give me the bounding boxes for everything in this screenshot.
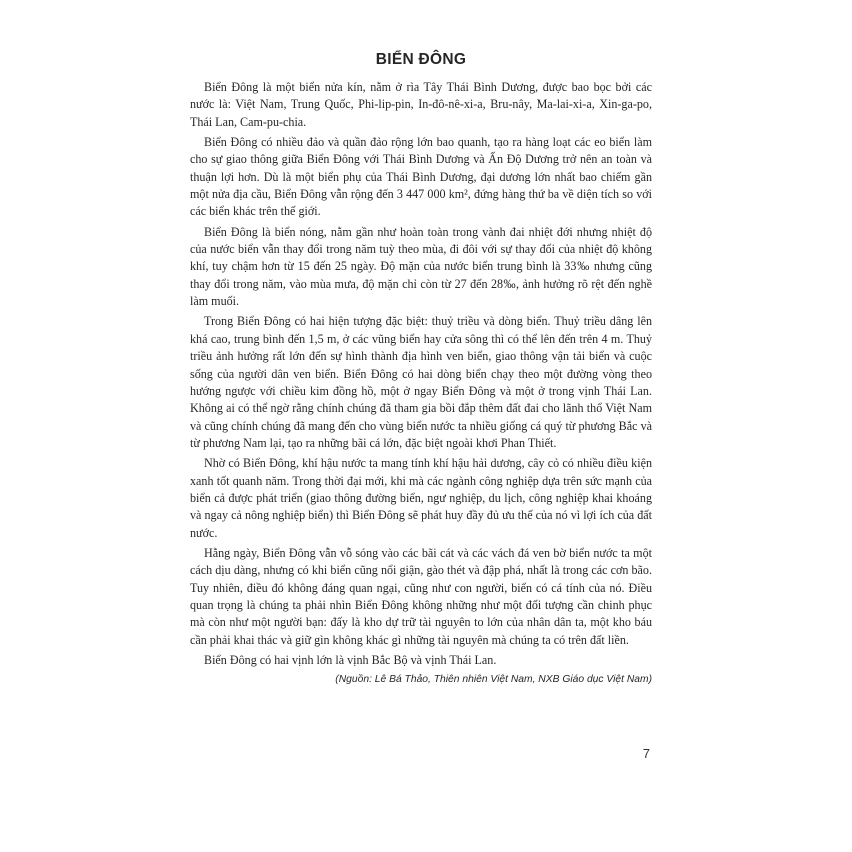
paragraph: Hằng ngày, Biển Đông vẫn vỗ sóng vào các bãi cát và các vách đá ven bờ biển nước ta một cách dịu dàng, nhưng có khi biển cũng nổi giận, gào thét và đập phá, nhất là trong các cơn bão. Tuy nhiên, điều đó không đáng quan ngại, cũng như con người, biển có cá tính của nó. Điều quan trọng là chúng ta phải nhìn Biển Đông không những như một đối tượng cần chinh phục mà còn như một người bạn: đấy là kho dự trữ tài nguyên to lớn của nhân dân ta, một kho báu cần phải khai thác và giữ gìn không khác gì những tài nguyên mà chúng ta có trên đất liền. [190,545,652,647]
article-body [190,79,652,669]
page-title: BIỂN ĐÔNG [375,51,467,68]
paragraph: Biển Đông có nhiều đảo và quần đảo rộng lớn bao quanh, tạo ra hàng loạt các eo biển làm cho sự giao thông giữa Biển Đông với Thái Bình Dương và Ấn Độ Dương trở nên an toàn và thuận lợi hơn. Dù là một biển phụ của Thái Bình Dương, đại dương lớn nhất bao chiếm gần một nửa địa cầu, Biển Đông vẫn rộng đến 3 447 000 km², đứng hàng thứ ba về diện tích so với các biển khác trên thế giới. [190,135,652,219]
paragraph: Biển Đông là một biển nửa kín, nằm ở rìa Tây Thái Bình Dương, được bao bọc bởi các nước là: Việt Nam, Trung Quốc, Phi-lip-pin, In-đô-nê-xi-a, Bru-nây, Ma-lai-xi-a, Xin-ga-po, Thái Lan, Cam-pu-chia. [190,80,652,129]
book-page [190,50,652,780]
paragraph: Biển Đông có hai vịnh lớn là vịnh Bắc Bộ và vịnh Thái Lan. [204,653,497,667]
paragraph: Biển Đông là biển nóng, nằm gần như hoàn toàn trong vành đai nhiệt đới nhưng nhiệt độ của nước biển vẫn thay đổi trong năm tuỳ theo mùa, đi đôi với sự thay đổi của nhiệt độ không khí, tuy chậm hơn từ 15 đến 25 ngày. Độ mặn của nước biển trung bình là 33‰ nhưng cũng thay đổi trong năm, vào mùa mưa, độ mặn chỉ còn từ 27 đến 28‰, ảnh hưởng rõ rệt đến nghề làm muối. [190,224,652,309]
paragraph: Nhờ có Biển Đông, khí hậu nước ta mang tính khí hậu hải dương, cây cỏ có nhiều điều kiện xanh tốt quanh năm. Trong thời đại mới, khi mà các ngành công nghiệp dựa trên sức mạnh của biển cả được phát triển (giao thông đường biển, ngư nghiệp, du lịch, công nghiệp khai khoáng và ngay cả nông nghiệp biển) thì Biển Đông sẽ phát huy đầy đủ ưu thế của nó vì lợi ích của đất nước. [190,456,652,540]
paragraph: Trong Biển Đông có hai hiện tượng đặc biệt: thuỷ triều và dòng biển. Thuỷ triều dâng lên khá cao, trung bình đến 1,5 m, ở các vũng biển hay cửa sông thì có thể lên đến trên 4 m. Thuỷ triều ảnh hưởng rất lớn đến sự hình thành địa hình ven biển, giao thông vận tải biển và cuộc sống của người dân ven biển. Biển Đông có hai dòng biển chạy theo một đường vòng theo hướng ngược với chiều kim đồng hồ, một ở ngay Biển Đông và một ở trong vịnh Thái Lan. Không ai có thể ngờ rằng chính chúng đã tham gia bồi đắp thêm đất đai cho lãnh thổ Việt Nam và cũng chính chúng đã mang đến cho vùng biển nước ta nhiều giống cá quý từ phương Bắc và từ phương Nam lại, tạo ra những bãi cá lớn, đặc biệt ngoài khơi Phan Thiết. [190,314,652,450]
source-citation: (Nguồn: Lê Bá Thảo, Thiên nhiên Việt Nam, NXB Giáo dục Việt Nam) [335,674,652,686]
page-number: 7 [642,746,650,761]
